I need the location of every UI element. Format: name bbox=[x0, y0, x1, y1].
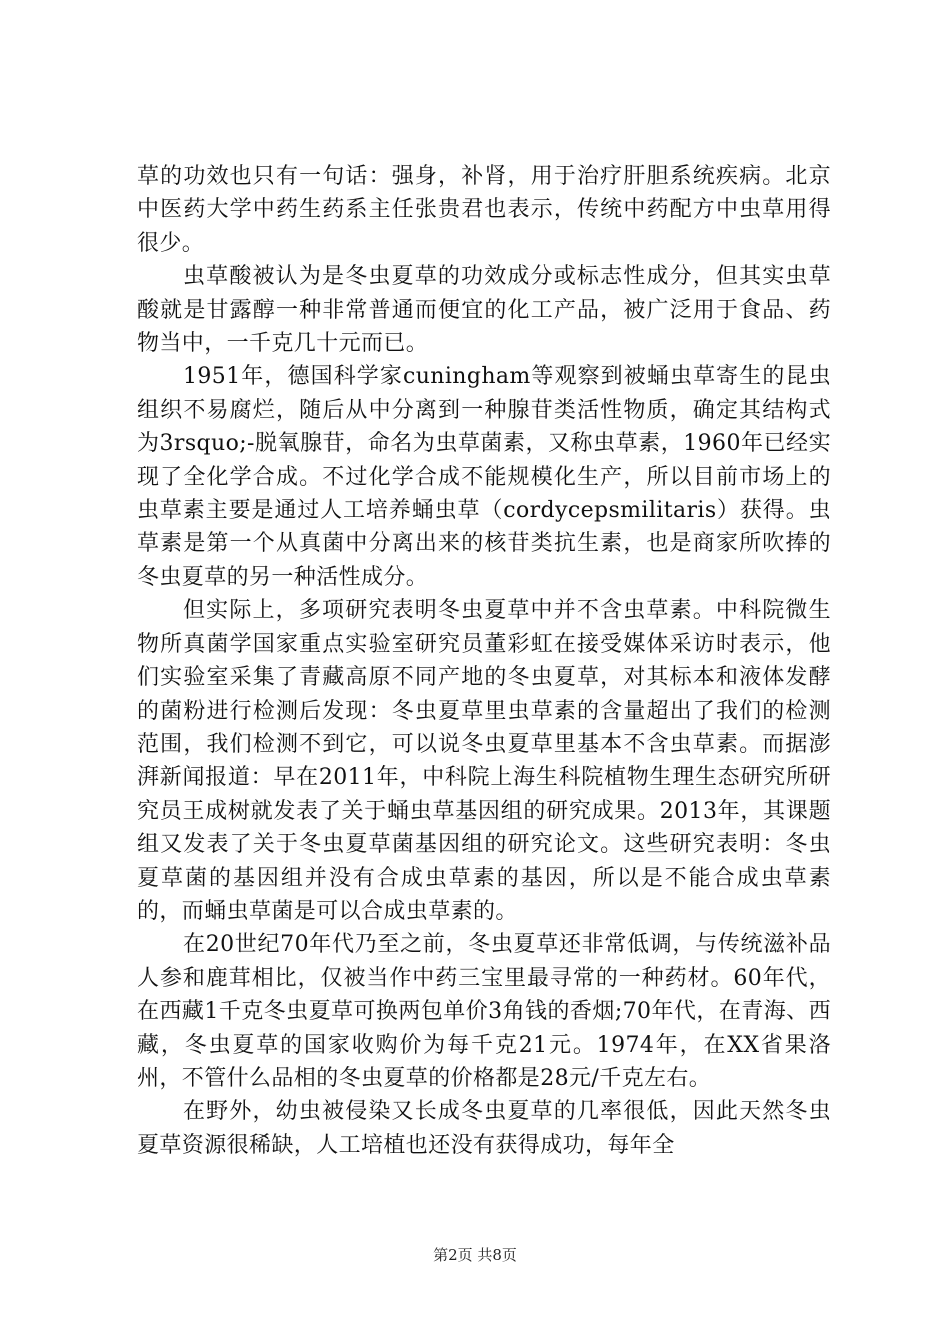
paragraph-2: 虫草酸被认为是冬虫夏草的功效成分或标志性成分，但其实虫草酸就是甘露醇一种非常普通而便宜的化工产品，被广泛用于食品、药物当中，一千克几十元而已。 bbox=[137, 264, 831, 357]
paragraph-4: 但实际上，多项研究表明冬虫夏草中并不含虫草素。中科院微生物所真菌学国家重点实验室研究员董彩虹在接受媒体采访时表示，他们实验室采集了青藏高原不同产地的冬虫夏草，对其标本和液体发酵的菌粉进行检测后发现：冬虫夏草里虫草素的含量超出了我们的检测范围，我们检测不到它，可以说冬虫夏草里基本不含虫草素。而据澎湃新闻报道：早在2011年，中科院上海生科院植物生理生态研究所研究员王成树就发表了关于蛹虫草基因组的研究成果。2013年，其课题组又发表了关于冬虫夏草菌基因组的研究论文。这些研究表明：冬虫夏草菌的基因组并没有合成虫草素的基因，所以是不能合成虫草素的，而蛹虫草菌是可以合成虫草素的。 bbox=[137, 598, 831, 924]
body-text bbox=[137, 160, 831, 1162]
paragraph-1: 草的功效也只有一句话：强身，补肾，用于治疗肝胆系统疾病。北京中医药大学中药生药系主任张贵君也表示，传统中药配方中虫草用得很少。 bbox=[137, 164, 831, 256]
paragraph-5: 在20世纪70年代乃至之前，冬虫夏草还非常低调，与传统滋补品人参和鹿茸相比，仅被当作中药三宝里最寻常的一种药材。60年代，在西藏1千克冬虫夏草可换两包单价3角钱的香烟;70年代，在青海、西藏，冬虫夏草的国家收购价为每千克21元。1974年，在XX省果洛州，不管什么品相的冬虫夏草的价格都是28元/千克左右。 bbox=[137, 932, 831, 1091]
paragraph-6: 在野外，幼虫被侵染又长成冬虫夏草的几率很低，因此天然冬虫夏草资源很稀缺，人工培植也还没有获得成功，每年全 bbox=[137, 1099, 831, 1158]
page-number-footer: 第2页 共8页 bbox=[433, 1246, 517, 1264]
paragraph-3: 1951年，德国科学家cuningham等观察到被蛹虫草寄生的昆虫组织不易腐烂，随后从中分离到一种腺苷类活性物质，确定其结构式为3rsquo;-脱氧腺苷，命名为虫草菌素，又称虫草素，1960年已经实现了全化学合成。不过化学合成不能规模化生产，所以目前市场上的虫草素主要是通过人工培养蛹虫草（cordycepsmilitaris）获得。虫草素是第一个从真菌中分离出来的核苷类抗生素，也是商家所吹捧的冬虫夏草的另一种活性成分。 bbox=[137, 364, 831, 590]
